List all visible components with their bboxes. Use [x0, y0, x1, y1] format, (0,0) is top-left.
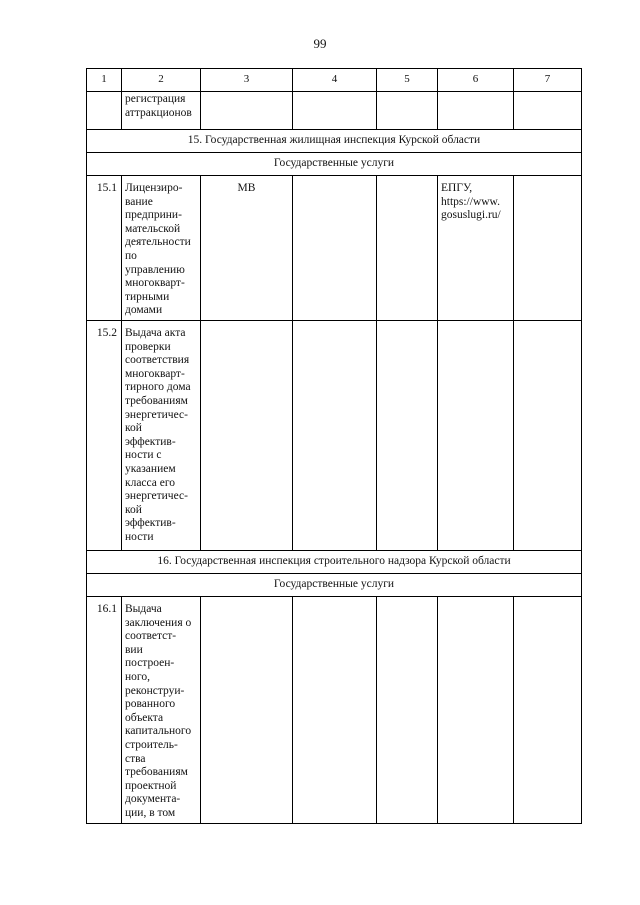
service-name: Выдача заключения о соответст- вии построен- ного, реконструи- рованного объекта капитального строитель- ства требованиям проектной документа- ции, в том [122, 597, 201, 824]
row-number: 15.1 [87, 176, 122, 321]
column-header-6: 6 [438, 69, 514, 92]
column-header-7: 7 [514, 69, 582, 92]
carry-over-service-name: регистрация аттракционов [122, 92, 201, 130]
service-name: Лицензиро- вание предприни- мательской деятельности по управлению многокварт- тирными домами [122, 176, 201, 321]
section-title: 16. Государственная инспекция строительного надзора Курской области [87, 551, 582, 574]
services-table [86, 68, 582, 824]
column-header-1: 1 [87, 69, 122, 92]
column-header-4: 4 [293, 69, 377, 92]
column-header-5: 5 [377, 69, 438, 92]
section-subtitle-row [87, 574, 582, 597]
column-header-2: 2 [122, 69, 201, 92]
row-number: 15.2 [87, 321, 122, 551]
row-number: 16.1 [87, 597, 122, 824]
carry-over-row [87, 92, 582, 130]
service-form: МВ [201, 176, 293, 321]
page-number: 99 [313, 36, 327, 51]
table-row [87, 176, 582, 321]
table-row [87, 321, 582, 551]
section-title: 15. Государственная жилищная инспекция Курской области [87, 130, 582, 153]
section-title-row [87, 130, 582, 153]
table-row [87, 597, 582, 824]
service-name: Выдача акта проверки соответствия многокварт- тирного дома требованиям энергетичес- кой эффектив- ности с указанием класса его энергетичес- кой эффектив- ности [122, 321, 201, 551]
service-portal: ЕПГУ, https://www. gosuslugi.ru/ [438, 176, 514, 321]
column-number-header-row [87, 69, 582, 92]
section-subtitle-row [87, 153, 582, 176]
section-subtitle: Государственные услуги [87, 153, 582, 176]
column-header-3: 3 [201, 69, 293, 92]
section-title-row [87, 551, 582, 574]
section-subtitle: Государственные услуги [87, 574, 582, 597]
